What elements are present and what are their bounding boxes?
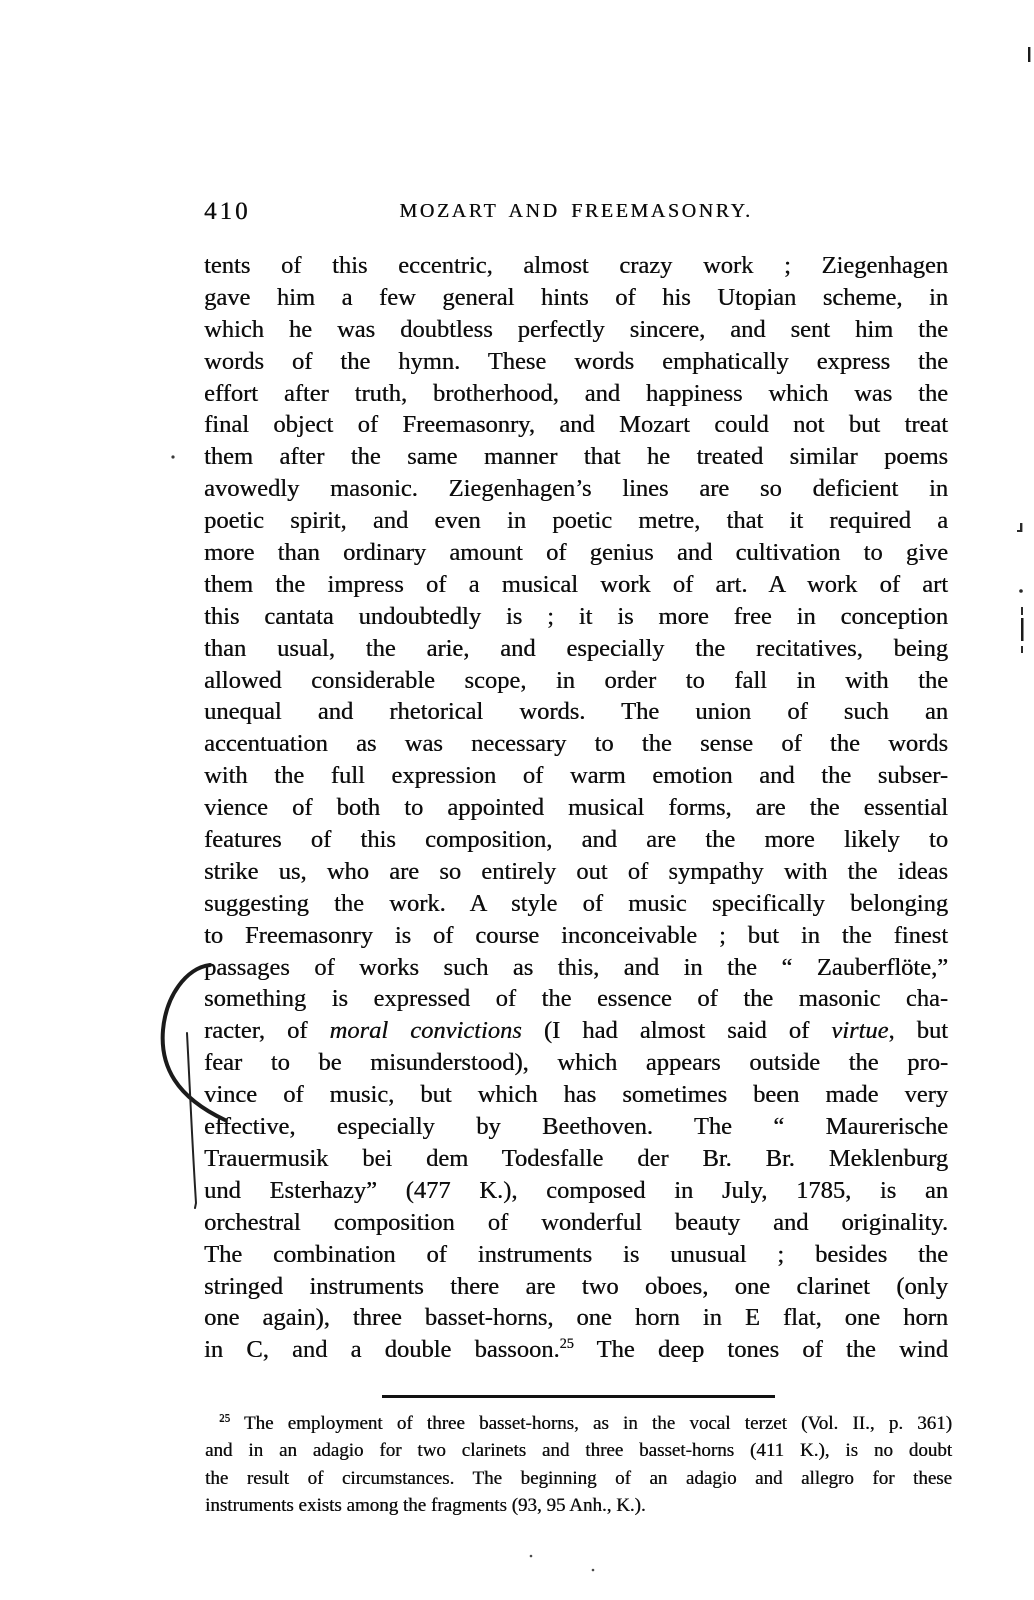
ink-speck — [530, 1555, 533, 1558]
text-line: vince of music, but which has sometimes been made very — [204, 1081, 948, 1109]
text-line: und Esterhazy” (477 K.), composed in July, 1785, is an — [204, 1176, 948, 1204]
running-title: MOZART AND FREEMASONRY. — [399, 200, 753, 222]
text-line: fear to be misunderstood), which appears outside the pro- — [204, 1049, 948, 1077]
text-line: tents of this eccentric, almost crazy work ; Ziegenhagen — [204, 252, 948, 279]
right-margin-dot — [1019, 589, 1023, 593]
text-line: in C, and a double bassoon.$^{25}$ The deep tones of the wind — [204, 1336, 948, 1364]
text-line: effort after truth, brotherhood, and happiness which was the — [204, 379, 948, 407]
text-line: suggesting the work. A style of music specifically belonging — [204, 889, 948, 917]
text-line: to Freemasonry is of course inconceivable ; but in the finest — [204, 921, 948, 949]
ink-speck — [592, 1569, 595, 1572]
text-line: instruments exists among the fragments (93, 95 Anh., K.). — [205, 1495, 646, 1517]
text-line: more than ordinary amount of genius and cultivation to give — [204, 539, 948, 567]
text-line: The combination of instruments is unusual ; besides the — [204, 1240, 948, 1268]
text-line: Trauermusik bei dem Todesfalle der Br. Br. Meklenburg — [204, 1144, 948, 1172]
page-header — [204, 197, 948, 227]
right-margin-dash — [1021, 607, 1023, 615]
text-line: stringed instruments there are two oboes, one clarinet (only — [204, 1272, 948, 1300]
right-margin-bar — [1021, 618, 1024, 641]
footnote-text — [205, 1410, 952, 1520]
text-line: gave him a few general hints of his Utopian scheme, in — [204, 283, 948, 311]
text-line: words of the hymn. These words emphatically express the — [204, 347, 948, 375]
text-line: them the impress of a musical work of art. A work of art — [204, 570, 948, 598]
page-number: 410 — [204, 198, 251, 225]
text-line: allowed considerable scope, in order to fall in with the — [204, 666, 948, 694]
body-text — [204, 250, 948, 1366]
pen-line-annotation-icon — [187, 1033, 196, 1208]
text-line: effective, especially by Beethoven. The “ Maurerische — [204, 1113, 948, 1141]
text-line: them after the same manner that he treated similar poems — [204, 443, 948, 471]
text-line: one again), three basset-horns, one horn in E flat, one horn — [204, 1304, 948, 1332]
text-line: accentuation as was necessary to the sense of the words — [204, 730, 948, 758]
text-line: passages of works such as this, and in the “ Zauberflöte,” — [204, 953, 948, 981]
text-line: vience of both to appointed musical forms, are the essential — [204, 794, 948, 822]
text-line: and in an adagio for two clarinets and three basset-horns (411 K.), is no doubt — [205, 1440, 952, 1462]
text-line: the result of circumstances. The beginning of an adagio and allegro for these — [205, 1467, 952, 1489]
text-line: which he was doubtless perfectly sincere, and sent him the — [204, 315, 948, 343]
text-line: poetic spirit, and even in poetic metre, that it required a — [204, 507, 948, 535]
right-margin-tick-foot — [1017, 530, 1022, 532]
text-line: final object of Freemasonry, and Mozart could not but treat — [204, 411, 948, 439]
text-line: racter, of moral convictions (I had almost said of virtue, but — [204, 1017, 948, 1045]
text-line: with the full expression of warm emotion and the subser- — [204, 762, 948, 790]
top-right-tick — [1028, 47, 1030, 62]
footnote-separator-rule — [382, 1395, 775, 1398]
right-margin-tick — [1020, 523, 1022, 532]
text-line: this cantata undoubtedly is ; it is more free in conception — [204, 602, 948, 630]
text-line: features of this composition, and are the more likely to — [204, 826, 948, 854]
text-line: than usual, the arie, and especially the recitatives, being — [204, 634, 948, 662]
right-margin-dash — [1021, 646, 1023, 653]
text-line: $^{25}$ The employment of three basset-horns, as in the vocal terzet (Vol. II., p. 361) — [219, 1412, 952, 1434]
left-margin-dot — [171, 455, 174, 458]
text-line: orchestral composition of wonderful beauty and originality. — [204, 1208, 948, 1236]
text-line: avowedly masonic. Ziegenhagen’s lines are so deficient in — [204, 475, 948, 503]
text-line: strike us, who are so entirely out of sympathy with the ideas — [204, 857, 948, 885]
text-line: unequal and rhetorical words. The union of such an — [204, 698, 948, 726]
text-line: something is expressed of the essence of the masonic cha- — [204, 985, 948, 1013]
